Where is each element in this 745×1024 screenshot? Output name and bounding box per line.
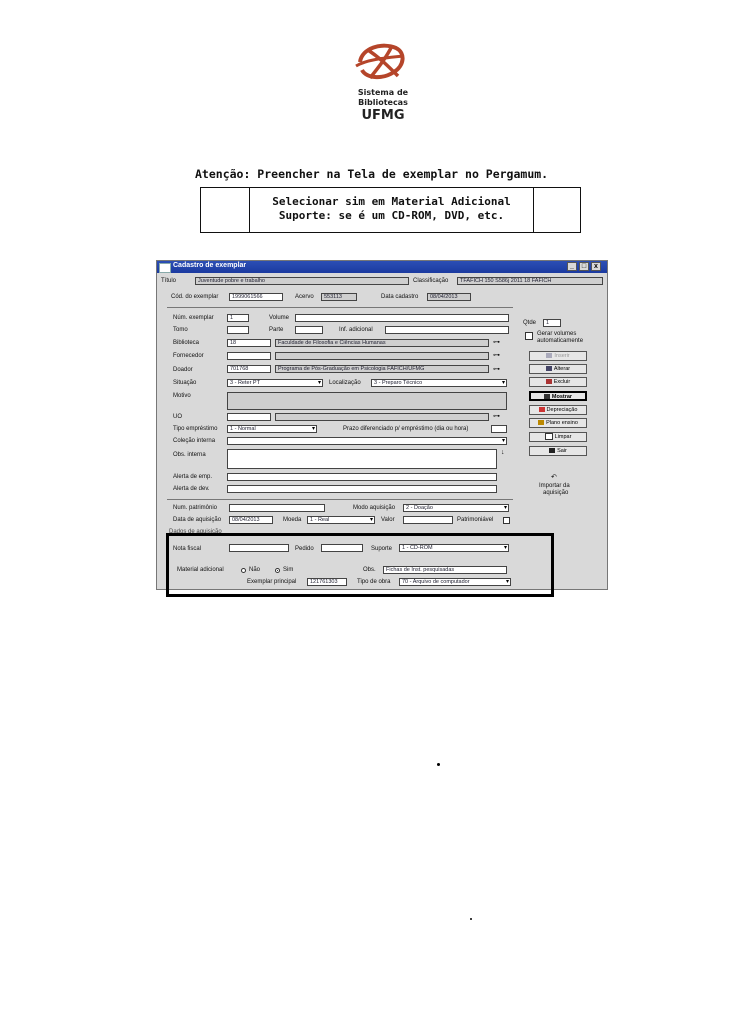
alerta-dev-label: Alerta de dev. bbox=[173, 486, 210, 492]
data-aquisicao-label: Data de aquisição bbox=[173, 517, 222, 523]
fornecedor-label: Fornecedor bbox=[173, 353, 204, 359]
inserir-button[interactable]: Inserir bbox=[529, 351, 587, 361]
qtde-label: Qtde bbox=[523, 320, 537, 326]
logo-line-2: Bibliotecas bbox=[358, 98, 408, 107]
patrimoniavel-label: Patrimoniável bbox=[457, 517, 494, 523]
titulo-label: Título bbox=[161, 278, 177, 284]
parte-label: Parte bbox=[269, 327, 284, 333]
logo-line-3: UFMG bbox=[361, 108, 405, 123]
sim-label: Sim bbox=[283, 567, 294, 573]
notice-line-2: Suporte: se é um CD-ROM, DVD, etc. bbox=[278, 209, 505, 222]
insert-icon bbox=[546, 353, 552, 358]
suporte-label: Suporte bbox=[371, 546, 393, 552]
inf-adicional-field[interactable] bbox=[385, 326, 509, 334]
ufmg-logo-icon bbox=[352, 40, 414, 84]
minimize-button[interactable]: _ bbox=[567, 262, 577, 271]
gerar-volumes-label-1: Gerar volumes bbox=[537, 331, 577, 337]
obs-label: Obs. bbox=[363, 567, 376, 573]
alerta-emp-field[interactable] bbox=[227, 473, 497, 481]
situacao-label: Situação bbox=[173, 380, 197, 386]
classificacao-label: Classificação bbox=[413, 278, 449, 284]
prazo-field[interactable] bbox=[491, 425, 507, 433]
data-cadastro-label: Data cadastro bbox=[381, 294, 419, 300]
prazo-label: Prazo diferenciado p/ empréstimo (dia ou hora) bbox=[343, 426, 469, 432]
importar-label-2: aquisição bbox=[543, 490, 569, 496]
data-cadastro-field[interactable]: 08/04/2013 bbox=[427, 293, 471, 301]
biblioteca-name-field[interactable]: Faculdade de Filosofia e Ciências Humanas bbox=[275, 339, 489, 347]
num-exemplar-label: Núm. exemplar bbox=[173, 315, 214, 321]
uo-key-icon[interactable]: ⊶ bbox=[493, 413, 500, 420]
fornecedor-key-icon[interactable]: ⊶ bbox=[493, 352, 500, 359]
alerta-emp-label: Alerta de emp. bbox=[173, 474, 213, 480]
gerar-volumes-label-2: automaticamente bbox=[537, 338, 584, 344]
uo-code-field[interactable] bbox=[227, 413, 271, 421]
moeda-select[interactable]: 1 - Real ▾ bbox=[307, 516, 375, 524]
material-adicional-label: Material adicional bbox=[177, 567, 224, 573]
close-button[interactable]: x bbox=[591, 262, 601, 271]
biblioteca-key-icon[interactable]: ⊶ bbox=[493, 339, 500, 346]
nota-fiscal-label: Nota fiscal bbox=[173, 546, 202, 552]
logo-line-1: Sistema de bbox=[357, 88, 409, 97]
scan-speck bbox=[470, 918, 472, 920]
doador-key-icon[interactable]: ⊶ bbox=[493, 366, 500, 373]
book-icon bbox=[538, 420, 544, 425]
alerta-dev-field[interactable] bbox=[227, 485, 497, 493]
chart-icon bbox=[539, 407, 545, 412]
exemplar-principal-label: Exemplar principal bbox=[247, 579, 297, 585]
modo-aquisicao-label: Modo aquisição bbox=[353, 505, 396, 511]
obs-interna-label: Obs. interna bbox=[173, 452, 206, 458]
excluir-button[interactable]: Excluir bbox=[529, 377, 587, 387]
fornecedor-code-field[interactable] bbox=[227, 352, 271, 360]
situacao-select[interactable]: 3 - Reter PT ▾ bbox=[227, 379, 323, 387]
localizacao-label: Localização bbox=[329, 380, 361, 386]
colecao-label: Coleção interna bbox=[173, 438, 216, 444]
obs-field[interactable]: Fichas de Inst. pesquisadas bbox=[383, 566, 507, 574]
exemplar-principal-field[interactable]: 121761303 bbox=[307, 578, 347, 586]
mostrar-button[interactable]: Mostrar bbox=[529, 391, 587, 401]
nao-label: Não bbox=[249, 567, 261, 573]
uo-name-field[interactable] bbox=[275, 413, 489, 421]
limpar-button[interactable]: Limpar bbox=[529, 432, 587, 442]
moeda-label: Moeda bbox=[283, 517, 302, 523]
dados-aquisicao-label: Dados de aquisição bbox=[169, 529, 222, 535]
tipo-obra-label: Tipo de obra bbox=[357, 579, 391, 585]
num-patrimonio-field[interactable] bbox=[229, 504, 325, 512]
biblioteca-label: Biblioteca bbox=[173, 340, 200, 346]
delete-icon bbox=[546, 379, 552, 384]
tipo-emprestimo-select[interactable]: 1 - Normal ▾ bbox=[227, 425, 317, 433]
tipo-obra-select[interactable]: 70 - Arquivo de computador ▾ bbox=[399, 578, 511, 586]
volume-label: Volume bbox=[269, 315, 290, 321]
plano-ensino-button[interactable]: Plano ensino bbox=[529, 418, 587, 428]
key-icon bbox=[544, 394, 550, 399]
tomo-field[interactable] bbox=[227, 326, 249, 334]
notice-line-1: Selecionar sim em Material Adicional bbox=[272, 195, 511, 208]
cod-exemplar-label: Cód. do exemplar bbox=[171, 294, 219, 300]
tipo-emprestimo-label: Tipo empréstimo bbox=[173, 426, 218, 432]
scan-speck bbox=[437, 763, 440, 766]
num-exemplar-field[interactable]: 1 bbox=[227, 314, 249, 322]
volume-field[interactable] bbox=[295, 314, 509, 322]
acervo-label: Acervo bbox=[295, 294, 314, 300]
parte-field[interactable] bbox=[295, 326, 323, 334]
exit-icon bbox=[549, 448, 555, 453]
window-title: Cadastro de exemplar bbox=[173, 262, 247, 269]
pedido-label: Pedido bbox=[295, 546, 314, 552]
arrow-down-icon[interactable]: ↓ bbox=[501, 449, 505, 456]
valor-field[interactable] bbox=[403, 516, 453, 524]
depreciacao-button[interactable]: Depreciação bbox=[529, 405, 587, 415]
importar-label-1: Importar da bbox=[539, 483, 570, 489]
motivo-label: Motivo bbox=[173, 393, 191, 399]
window-titlebar bbox=[157, 261, 607, 273]
sair-button[interactable]: Sair bbox=[529, 446, 587, 456]
biblioteca-code-field[interactable]: 18 bbox=[227, 339, 271, 347]
tomo-label: Tomo bbox=[173, 327, 188, 333]
obs-interna-field[interactable] bbox=[227, 449, 497, 469]
notice-heading: Atenção: Preencher na Tela de exemplar no Pergamum. bbox=[195, 167, 549, 181]
maximize-button[interactable]: □ bbox=[579, 262, 589, 271]
suporte-select[interactable]: 1 - CD-ROM ▾ bbox=[399, 544, 509, 552]
classificacao-field[interactable]: TFAFICH 150 S586j 2011 18 FAFICH bbox=[457, 277, 603, 285]
clear-icon bbox=[545, 433, 553, 440]
highlight-box bbox=[166, 533, 554, 597]
doador-name-field[interactable]: Programa de Pós-Graduação em Psicologia FAFICH/UFMG bbox=[275, 365, 489, 373]
modo-aquisicao-select[interactable]: 2 - Doação ▾ bbox=[403, 504, 509, 512]
num-patrimonio-label: Num. patrimônio bbox=[173, 505, 218, 511]
acervo-field[interactable]: 553113 bbox=[321, 293, 357, 301]
patrimoniavel-checkbox[interactable] bbox=[503, 517, 510, 524]
uo-label: UO bbox=[173, 414, 182, 420]
cod-exemplar-field[interactable]: 1999061566 bbox=[229, 293, 283, 301]
doador-label: Doador bbox=[173, 367, 193, 373]
localizacao-select[interactable]: 3 - Preparo Técnico ▾ bbox=[371, 379, 507, 387]
colecao-select[interactable] bbox=[227, 437, 507, 445]
gerar-volumes-checkbox[interactable] bbox=[525, 332, 533, 340]
window-app-icon bbox=[159, 263, 171, 273]
valor-label: Valor bbox=[381, 517, 395, 523]
edit-icon bbox=[546, 366, 552, 371]
importar-icon[interactable]: ↶ bbox=[551, 474, 557, 481]
fornecedor-name-field[interactable] bbox=[275, 352, 489, 360]
motivo-field[interactable] bbox=[227, 392, 507, 410]
alterar-button[interactable]: Alterar bbox=[529, 364, 587, 374]
inf-adicional-label: Inf. adicional bbox=[339, 327, 373, 333]
ufmg-logo bbox=[352, 40, 414, 84]
doador-code-field[interactable]: 701768 bbox=[227, 365, 271, 373]
titulo-field[interactable]: Juventude pobre e trabalho bbox=[195, 277, 409, 285]
qtde-field[interactable]: 1 bbox=[543, 319, 561, 327]
data-aquisicao-field[interactable]: 08/04/2013 bbox=[229, 516, 273, 524]
